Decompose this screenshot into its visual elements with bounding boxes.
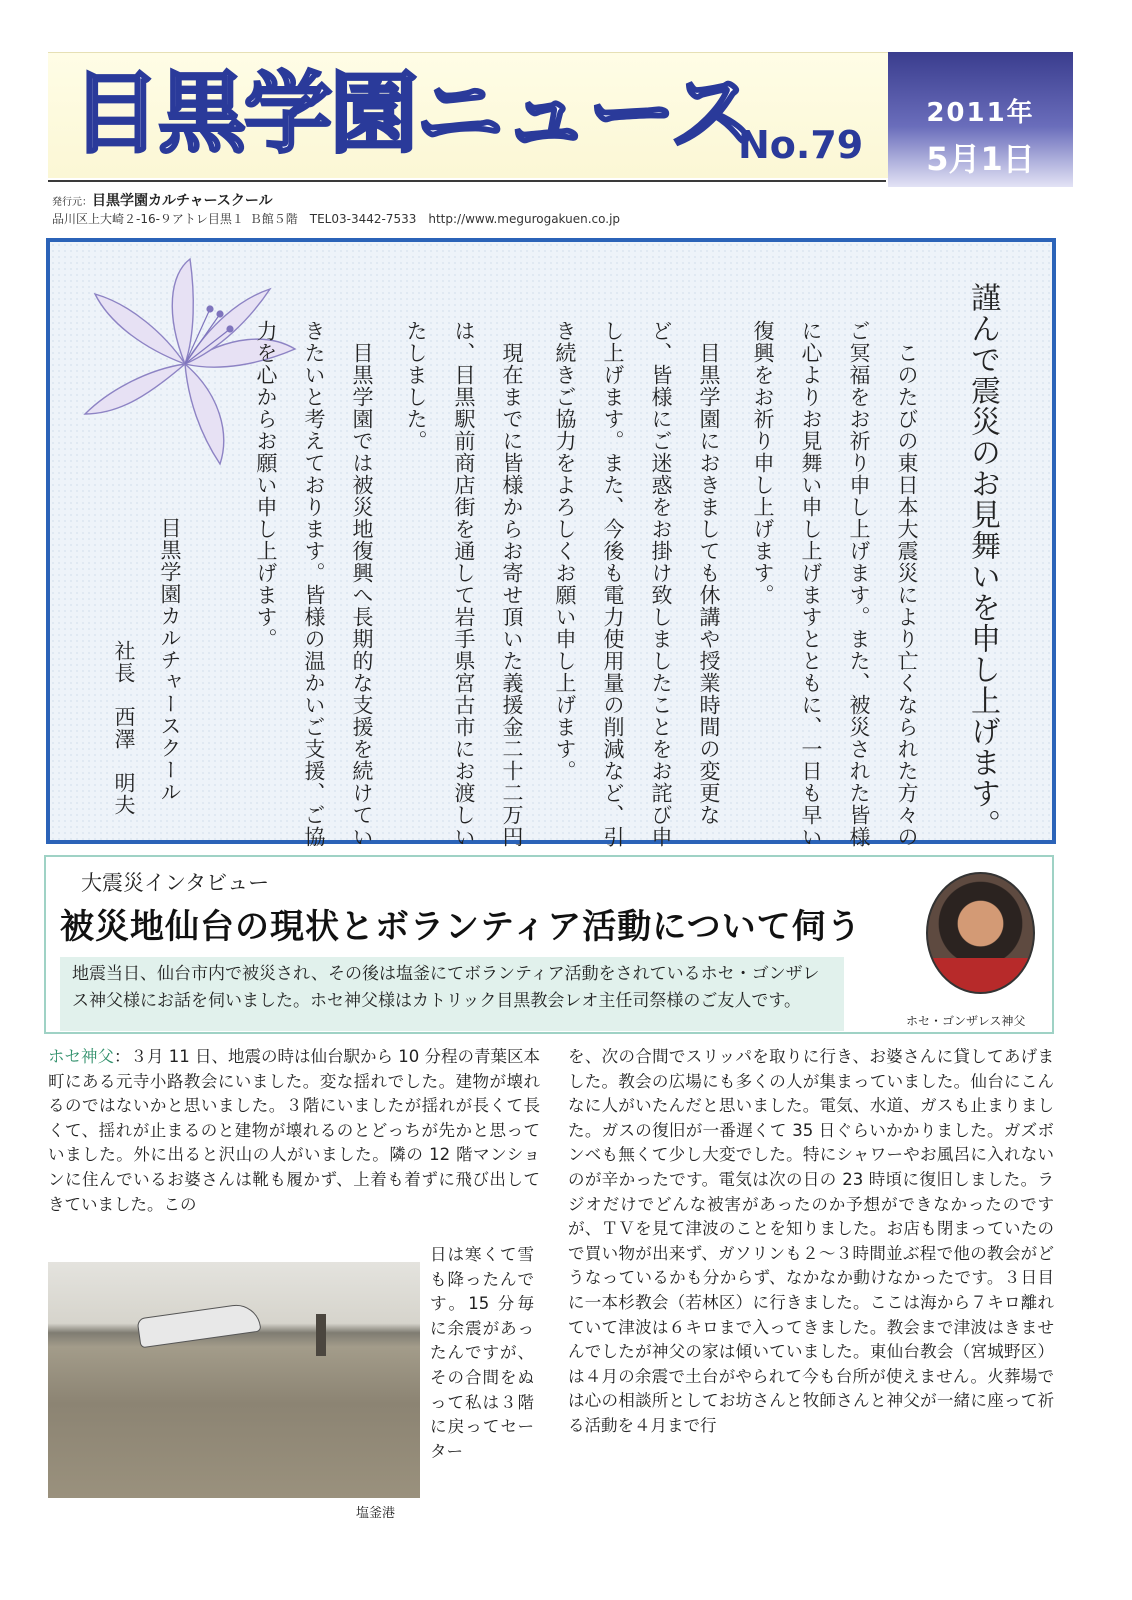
signature-organization: 目黒学園カルチャースクール (158, 517, 182, 803)
condolence-line: ど、皆様にご迷惑をお掛け致しましたことをお詫び申 (649, 320, 673, 848)
condolence-line: ご冥福をお祈り申し上げます。また、被災された皆様 (847, 320, 871, 848)
issue-number: No.79 (738, 123, 864, 167)
condolence-line: 復興をお祈り申し上げます。 (751, 320, 775, 606)
interview-body-narrow: 日は寒くて雪も降ったんです。15 分毎に余震があったんですが、その合間をぬって私は３階に戻ってセーター (430, 1245, 534, 1461)
interview-subtitle: 大震災インタビュー (81, 871, 270, 895)
condolence-line: 目黒学園におきましても休講や授業時間の変更な (697, 320, 721, 826)
condolence-line: 目黒学園では被災地復興へ長期的な支援を続けてい (350, 320, 374, 848)
condolence-line: き続きご協力をよろしくお願い申し上げます。 (553, 320, 577, 782)
masthead-banner (48, 52, 888, 178)
issue-year: 2011年 (926, 98, 1035, 128)
condolence-line: し上げます。また、今後も電力使用量の削減など、引 (601, 320, 625, 848)
condolence-line: に心よりお見舞い申し上げますとともに、一日も早い (799, 320, 823, 848)
speaker-label: ホセ神父 (48, 1047, 115, 1066)
harbor-caption: 塩釜港 (356, 1506, 396, 1521)
interview-body-left (48, 1045, 540, 1217)
interview-header (44, 855, 1054, 1034)
condolence-line: 力を心からお願い申し上げます。 (254, 320, 278, 650)
condolence-box (46, 238, 1056, 848)
condolence-line: このたびの東日本大震災により亡くなられた方々の (895, 320, 919, 848)
publisher-name: 目黒学園カルチャースクール (92, 193, 273, 209)
debris-post (316, 1314, 326, 1356)
signature-name: 社長 西澤 明夫 (112, 640, 136, 816)
body-text-left: ：３月 11 日、地震の時は仙台駅から 10 分程の青葉区本町にある元寺小路教会にいました。変な揺れでした。建物が壊れるのではないかと思いました。３階にいましたが揺れが長くて長くて、揺れが止まるのと建物が壊れるのとどっちが先かと思っていました。外に出ると沢山の人がいました。隣の 12 階マンションに住んでいるお婆さんは靴も履かず、上着も着ずに飛び出してきていました。この (48, 1047, 541, 1214)
harbor-photo (48, 1262, 420, 1498)
masthead-rule (48, 180, 886, 182)
condolence-line: は、目黒駅前商店街を通して岩手県宮古市にお渡しい (452, 320, 476, 848)
publisher-line (52, 190, 273, 210)
condolence-line: たしました。 (404, 320, 428, 452)
date-panel (888, 52, 1073, 187)
publisher-label: 発行元： (52, 197, 92, 208)
publisher-address: 品川区上大崎２-16-９アトレ目黒１ Ｂ館５階 TEL03-3442-7533 http://www.megurogakuen.co.jp (52, 212, 621, 226)
condolence-line: 現在までに皆様からお寄せ頂いた義援金二十二万円 (500, 320, 524, 848)
newsletter-title: 目黒学園ニュース (72, 62, 756, 165)
stranded-boat (137, 1302, 262, 1349)
portrait-shirt (928, 958, 1033, 992)
interview-title: 被災地仙台の現状とボランティア活動について伺う (60, 907, 862, 947)
issue-date: 5月1日 (926, 140, 1035, 178)
portrait-caption: ホセ・ゴンザレス神父 (906, 1014, 1026, 1028)
condolence-heading: 謹んで震災のお見舞いを申し上げます。 (965, 282, 1000, 840)
interview-body-right: を、次の合間でスリッパを取りに行き、お婆さんに貸してあげました。教会の広場にも多くの人が集まっていました。仙台にこんなに人がいたんだと思いました。電気、水道、ガスも止まりました。ガスの復旧が一番遅くて 35 日ぐらいかかりました。ガズボンベも無くて少し大変でした。特にシャワーやお風呂に入れないのが辛かったです。電気は次の日の 23 時頃に復旧しました。ラジオだけでどんな被害があったのか予想ができなかったのですが、ＴＶを見て津波のことを知りました。お店も閉まっていたので買い物が出来ず、ガソリンも２～３時間並ぶ程で他の教会がどうなっているかも分からず、なかなか動けなかったです。３日目に一本杉教会（若林区）に行きました。ここは海から７キロ離れていて津波は６キロまで入ってきました。教会まで津波はきませんでしたが神父の家は傾いていました。東仙台教会（宮城野区）は４月の余震で土台がやられて今も台所が使えません。火葬場では心の相談所としてお坊さんと牧師さんと神父が一緒に座って祈る活動を４月まで行 (568, 1047, 1054, 1435)
interview-intro: 地震当日、仙台市内で被災され、その後は塩釜にてボランティア活動をされているホセ・ゴンザレス神父様にお話を伺いました。ホセ神父様はカトリック目黒教会レオ主任司祭様のご友人です。 (60, 957, 844, 1031)
condolence-line: きたいと考えております。皆様の温かいご支援、ご協 (302, 320, 326, 848)
masthead (48, 52, 1073, 177)
portrait-photo (926, 872, 1035, 994)
